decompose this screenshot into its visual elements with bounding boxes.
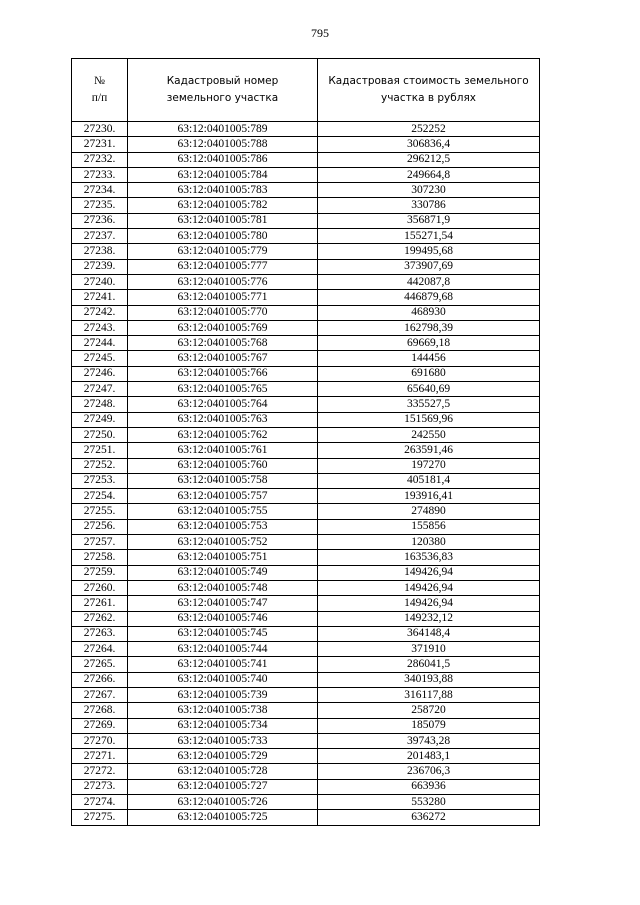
table-row: [72, 626, 540, 641]
cadastral-number-cell: 63:12:0401005:751: [128, 550, 318, 565]
row-number-cell: 27257.: [72, 535, 128, 550]
row-number-cell: 27269.: [72, 718, 128, 733]
cadastral-number-cell: 63:12:0401005:734: [128, 718, 318, 733]
cadastral-value-cell: 306836,4: [318, 137, 540, 152]
table-row: [72, 580, 540, 595]
row-number-cell: 27240.: [72, 274, 128, 289]
cadastral-value-cell: 258720: [318, 703, 540, 718]
row-number-cell: 27233.: [72, 167, 128, 182]
row-number-cell: 27251.: [72, 443, 128, 458]
cadastral-value-cell: 296212,5: [318, 152, 540, 167]
row-number-cell: 27261.: [72, 596, 128, 611]
table-row: [72, 535, 540, 550]
cadastral-value-cell: 149426,94: [318, 596, 540, 611]
cadastral-number-cell: 63:12:0401005:747: [128, 596, 318, 611]
table-row: [72, 703, 540, 718]
cadastral-number-cell: 63:12:0401005:733: [128, 733, 318, 748]
table-row: [72, 795, 540, 810]
row-number-cell: 27265.: [72, 657, 128, 672]
table-row: [72, 764, 540, 779]
header-number: [72, 59, 128, 122]
cadastral-number-cell: 63:12:0401005:789: [128, 122, 318, 137]
row-number-cell: 27272.: [72, 764, 128, 779]
header-number-line2: п/п: [91, 92, 108, 104]
row-number-cell: 27238.: [72, 244, 128, 259]
row-number-cell: 27258.: [72, 550, 128, 565]
cadastral-number-cell: 63:12:0401005:741: [128, 657, 318, 672]
row-number-cell: 27253.: [72, 473, 128, 488]
header-cadastral-value: [318, 59, 540, 122]
row-number-cell: 27243.: [72, 320, 128, 335]
table-row: [72, 382, 540, 397]
cadastral-value-cell: 364148,4: [318, 626, 540, 641]
cadastral-number-cell: 63:12:0401005:757: [128, 489, 318, 504]
cadastral-value-cell: 274890: [318, 504, 540, 519]
cadastral-value-cell: 263591,46: [318, 443, 540, 458]
cadastral-number-cell: 63:12:0401005:762: [128, 427, 318, 442]
table-header-row: [72, 59, 540, 122]
table-row: [72, 749, 540, 764]
cadastral-number-cell: 63:12:0401005:776: [128, 274, 318, 289]
cadastral-value-cell: 201483,1: [318, 749, 540, 764]
row-number-cell: 27262.: [72, 611, 128, 626]
row-number-cell: 27270.: [72, 733, 128, 748]
cadastral-value-cell: 340193,88: [318, 672, 540, 687]
cadastral-value-cell: 446879,68: [318, 290, 540, 305]
cadastral-value-cell: 356871,9: [318, 213, 540, 228]
cadastral-number-cell: 63:12:0401005:783: [128, 183, 318, 198]
cadastral-number-cell: 63:12:0401005:786: [128, 152, 318, 167]
table-row: [72, 305, 540, 320]
cadastral-value-cell: 149232,12: [318, 611, 540, 626]
table-row: [72, 427, 540, 442]
header-cadastral-number-line1: Кадастровый номер: [166, 75, 279, 87]
row-number-cell: 27241.: [72, 290, 128, 305]
cadastral-number-cell: 63:12:0401005:788: [128, 137, 318, 152]
cadastral-number-cell: 63:12:0401005:779: [128, 244, 318, 259]
row-number-cell: 27231.: [72, 137, 128, 152]
cadastral-value-cell: 144456: [318, 351, 540, 366]
cadastral-value-cell: 663936: [318, 779, 540, 794]
table-row: [72, 122, 540, 137]
cadastral-value-cell: 691680: [318, 366, 540, 381]
header-cadastral-value-line1: Кадастровая стоимость земельного: [328, 75, 529, 87]
table-row: [72, 137, 540, 152]
table-row: [72, 229, 540, 244]
header-cadastral-number: [128, 59, 318, 122]
table-row: [72, 687, 540, 702]
cadastral-number-cell: 63:12:0401005:749: [128, 565, 318, 580]
cadastral-number-cell: 63:12:0401005:729: [128, 749, 318, 764]
cadastral-number-cell: 63:12:0401005:765: [128, 382, 318, 397]
table-row: [72, 274, 540, 289]
row-number-cell: 27232.: [72, 152, 128, 167]
row-number-cell: 27237.: [72, 229, 128, 244]
cadastral-number-cell: 63:12:0401005:728: [128, 764, 318, 779]
cadastral-value-cell: 236706,3: [318, 764, 540, 779]
cadastral-number-cell: 63:12:0401005:739: [128, 687, 318, 702]
table-row: [72, 458, 540, 473]
row-number-cell: 27260.: [72, 580, 128, 595]
header-cadastral-value-line2: участка в рублях: [381, 92, 476, 104]
row-number-cell: 27264.: [72, 642, 128, 657]
table-body: [72, 122, 540, 826]
cadastral-number-cell: 63:12:0401005:780: [128, 229, 318, 244]
cadastral-value-cell: 39743,28: [318, 733, 540, 748]
cadastral-value-cell: 316117,88: [318, 687, 540, 702]
table-row: [72, 473, 540, 488]
row-number-cell: 27245.: [72, 351, 128, 366]
cadastral-number-cell: 63:12:0401005:726: [128, 795, 318, 810]
row-number-cell: 27249.: [72, 412, 128, 427]
row-number-cell: 27246.: [72, 366, 128, 381]
cadastral-table: [71, 58, 540, 826]
cadastral-number-cell: 63:12:0401005:744: [128, 642, 318, 657]
cadastral-value-cell: 286041,5: [318, 657, 540, 672]
cadastral-number-cell: 63:12:0401005:763: [128, 412, 318, 427]
cadastral-number-cell: 63:12:0401005:725: [128, 810, 318, 825]
cadastral-number-cell: 63:12:0401005:748: [128, 580, 318, 595]
cadastral-number-cell: 63:12:0401005:782: [128, 198, 318, 213]
cadastral-number-cell: 63:12:0401005:727: [128, 779, 318, 794]
cadastral-value-cell: 149426,94: [318, 580, 540, 595]
cadastral-value-cell: 242550: [318, 427, 540, 442]
cadastral-value-cell: 405181,4: [318, 473, 540, 488]
cadastral-number-cell: 63:12:0401005:777: [128, 259, 318, 274]
cadastral-number-cell: 63:12:0401005:752: [128, 535, 318, 550]
cadastral-value-cell: 249664,8: [318, 167, 540, 182]
row-number-cell: 27271.: [72, 749, 128, 764]
row-number-cell: 27268.: [72, 703, 128, 718]
cadastral-value-cell: 155271,54: [318, 229, 540, 244]
cadastral-number-cell: 63:12:0401005:770: [128, 305, 318, 320]
cadastral-value-cell: 69669,18: [318, 336, 540, 351]
table-row: [72, 320, 540, 335]
cadastral-value-cell: 197270: [318, 458, 540, 473]
cadastral-value-cell: 185079: [318, 718, 540, 733]
cadastral-value-cell: 330786: [318, 198, 540, 213]
cadastral-number-cell: 63:12:0401005:761: [128, 443, 318, 458]
row-number-cell: 27266.: [72, 672, 128, 687]
row-number-cell: 27244.: [72, 336, 128, 351]
cadastral-number-cell: 63:12:0401005:764: [128, 397, 318, 412]
cadastral-number-cell: 63:12:0401005:771: [128, 290, 318, 305]
table-row: [72, 198, 540, 213]
table-row: [72, 672, 540, 687]
table-row: [72, 565, 540, 580]
row-number-cell: 27274.: [72, 795, 128, 810]
table-row: [72, 779, 540, 794]
cadastral-value-cell: 335527,5: [318, 397, 540, 412]
cadastral-value-cell: 149426,94: [318, 565, 540, 580]
row-number-cell: 27239.: [72, 259, 128, 274]
cadastral-number-cell: 63:12:0401005:766: [128, 366, 318, 381]
cadastral-number-cell: 63:12:0401005:760: [128, 458, 318, 473]
cadastral-number-cell: 63:12:0401005:738: [128, 703, 318, 718]
table-row: [72, 259, 540, 274]
table-row: [72, 611, 540, 626]
cadastral-value-cell: 636272: [318, 810, 540, 825]
cadastral-value-cell: 155856: [318, 519, 540, 534]
cadastral-value-cell: 193916,41: [318, 489, 540, 504]
row-number-cell: 27230.: [72, 122, 128, 137]
cadastral-value-cell: 468930: [318, 305, 540, 320]
cadastral-value-cell: 199495,68: [318, 244, 540, 259]
cadastral-number-cell: 63:12:0401005:740: [128, 672, 318, 687]
cadastral-value-cell: 553280: [318, 795, 540, 810]
cadastral-number-cell: 63:12:0401005:769: [128, 320, 318, 335]
table-row: [72, 183, 540, 198]
table-row: [72, 336, 540, 351]
table-row: [72, 152, 540, 167]
table-row: [72, 167, 540, 182]
row-number-cell: 27254.: [72, 489, 128, 504]
cadastral-number-cell: 63:12:0401005:753: [128, 519, 318, 534]
table-row: [72, 290, 540, 305]
row-number-cell: 27236.: [72, 213, 128, 228]
header-number-line1: №: [94, 75, 105, 87]
row-number-cell: 27247.: [72, 382, 128, 397]
row-number-cell: 27273.: [72, 779, 128, 794]
cadastral-value-cell: 307230: [318, 183, 540, 198]
cadastral-value-cell: 163536,83: [318, 550, 540, 565]
row-number-cell: 27267.: [72, 687, 128, 702]
table-row: [72, 718, 540, 733]
header-cadastral-number-line2: земельного участка: [166, 92, 279, 104]
table-row: [72, 642, 540, 657]
table-row: [72, 504, 540, 519]
row-number-cell: 27234.: [72, 183, 128, 198]
table-row: [72, 412, 540, 427]
table-row: [72, 519, 540, 534]
cadastral-number-cell: 63:12:0401005:745: [128, 626, 318, 641]
cadastral-number-cell: 63:12:0401005:784: [128, 167, 318, 182]
cadastral-value-cell: 373907,69: [318, 259, 540, 274]
table-row: [72, 550, 540, 565]
row-number-cell: 27235.: [72, 198, 128, 213]
table-row: [72, 443, 540, 458]
row-number-cell: 27252.: [72, 458, 128, 473]
cadastral-value-cell: 442087,8: [318, 274, 540, 289]
table-row: [72, 244, 540, 259]
cadastral-value-cell: 151569,96: [318, 412, 540, 427]
row-number-cell: 27259.: [72, 565, 128, 580]
cadastral-value-cell: 120380: [318, 535, 540, 550]
cadastral-number-cell: 63:12:0401005:767: [128, 351, 318, 366]
cadastral-value-cell: 65640,69: [318, 382, 540, 397]
row-number-cell: 27250.: [72, 427, 128, 442]
cadastral-value-cell: 371910: [318, 642, 540, 657]
cadastral-number-cell: 63:12:0401005:768: [128, 336, 318, 351]
table-row: [72, 733, 540, 748]
row-number-cell: 27275.: [72, 810, 128, 825]
table-row: [72, 351, 540, 366]
table-row: [72, 489, 540, 504]
cadastral-number-cell: 63:12:0401005:758: [128, 473, 318, 488]
cadastral-value-cell: 162798,39: [318, 320, 540, 335]
page-number: 795: [311, 26, 329, 40]
cadastral-value-cell: 252252: [318, 122, 540, 137]
row-number-cell: 27242.: [72, 305, 128, 320]
cadastral-number-cell: 63:12:0401005:781: [128, 213, 318, 228]
table-row: [72, 810, 540, 825]
table-row: [72, 596, 540, 611]
row-number-cell: 27248.: [72, 397, 128, 412]
row-number-cell: 27256.: [72, 519, 128, 534]
table-row: [72, 397, 540, 412]
row-number-cell: 27263.: [72, 626, 128, 641]
cadastral-number-cell: 63:12:0401005:746: [128, 611, 318, 626]
cadastral-number-cell: 63:12:0401005:755: [128, 504, 318, 519]
row-number-cell: 27255.: [72, 504, 128, 519]
table-row: [72, 213, 540, 228]
table-row: [72, 657, 540, 672]
table-row: [72, 366, 540, 381]
